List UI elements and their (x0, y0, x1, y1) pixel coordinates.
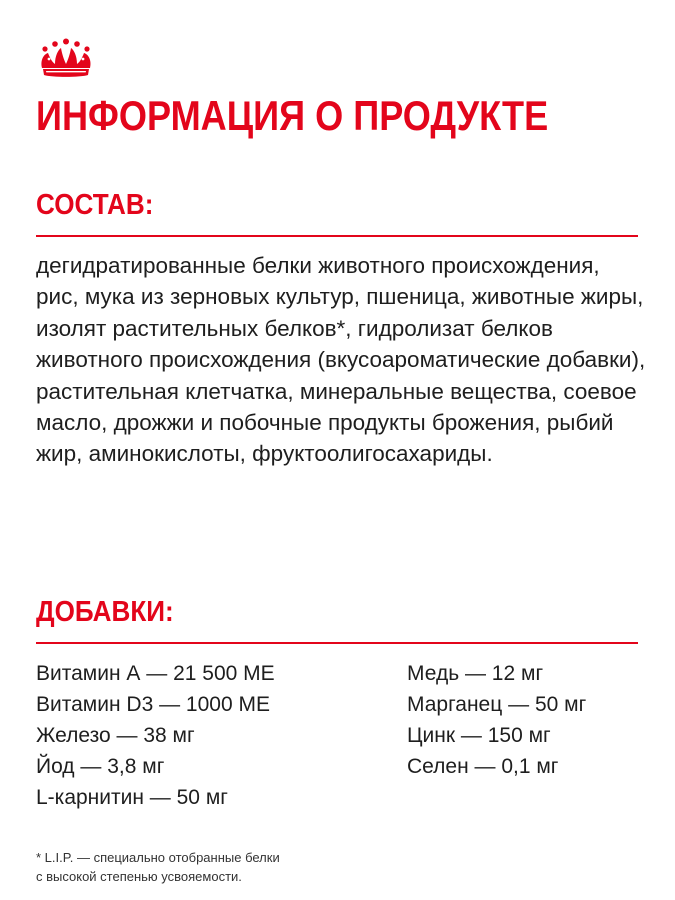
additive-item: Железо — 38 мг (36, 724, 195, 747)
composition-text: дегидратированные белки животного происхождения, рис, мука из зерновых культур, пшеница, животные жиры, изолят растительных белков*, гидролизат белков животного происхождения (вкусоароматические добавки), растительная клетчатка, минеральные вещества, соевое масло, дрожжи и побочные продукты брожения, рыбий жир, аминокислоты, фруктоолигосахариды. (36, 253, 646, 467)
additive-item: Медь — 12 мг (407, 662, 544, 685)
composition-heading: СОСТАВ: (36, 189, 154, 221)
additives-heading: ДОБАВКИ: (36, 596, 174, 628)
footnote-line: * L.I.P. — специально отобранные белки (36, 850, 280, 865)
additive-item: L-карнитин — 50 мг (36, 786, 228, 809)
footnote-line: с высокой степенью усвояемости. (36, 869, 242, 884)
crown-icon (36, 38, 96, 80)
additive-item: Йод — 3,8 мг (36, 755, 165, 778)
additive-item: Селен — 0,1 мг (407, 755, 559, 778)
footnote (36, 848, 436, 886)
additives-list-right (407, 658, 586, 782)
page-title: ИНФОРМАЦИЯ О ПРОДУКТЕ (36, 92, 549, 139)
additive-item: Цинк — 150 мг (407, 724, 551, 747)
additive-item: Витамин А — 21 500 МЕ (36, 662, 275, 685)
additives-list-left (36, 658, 275, 813)
additive-item: Витамин D3 — 1000 МЕ (36, 693, 270, 716)
divider (36, 642, 638, 644)
additive-item: Марганец — 50 мг (407, 693, 587, 716)
divider (36, 235, 638, 237)
